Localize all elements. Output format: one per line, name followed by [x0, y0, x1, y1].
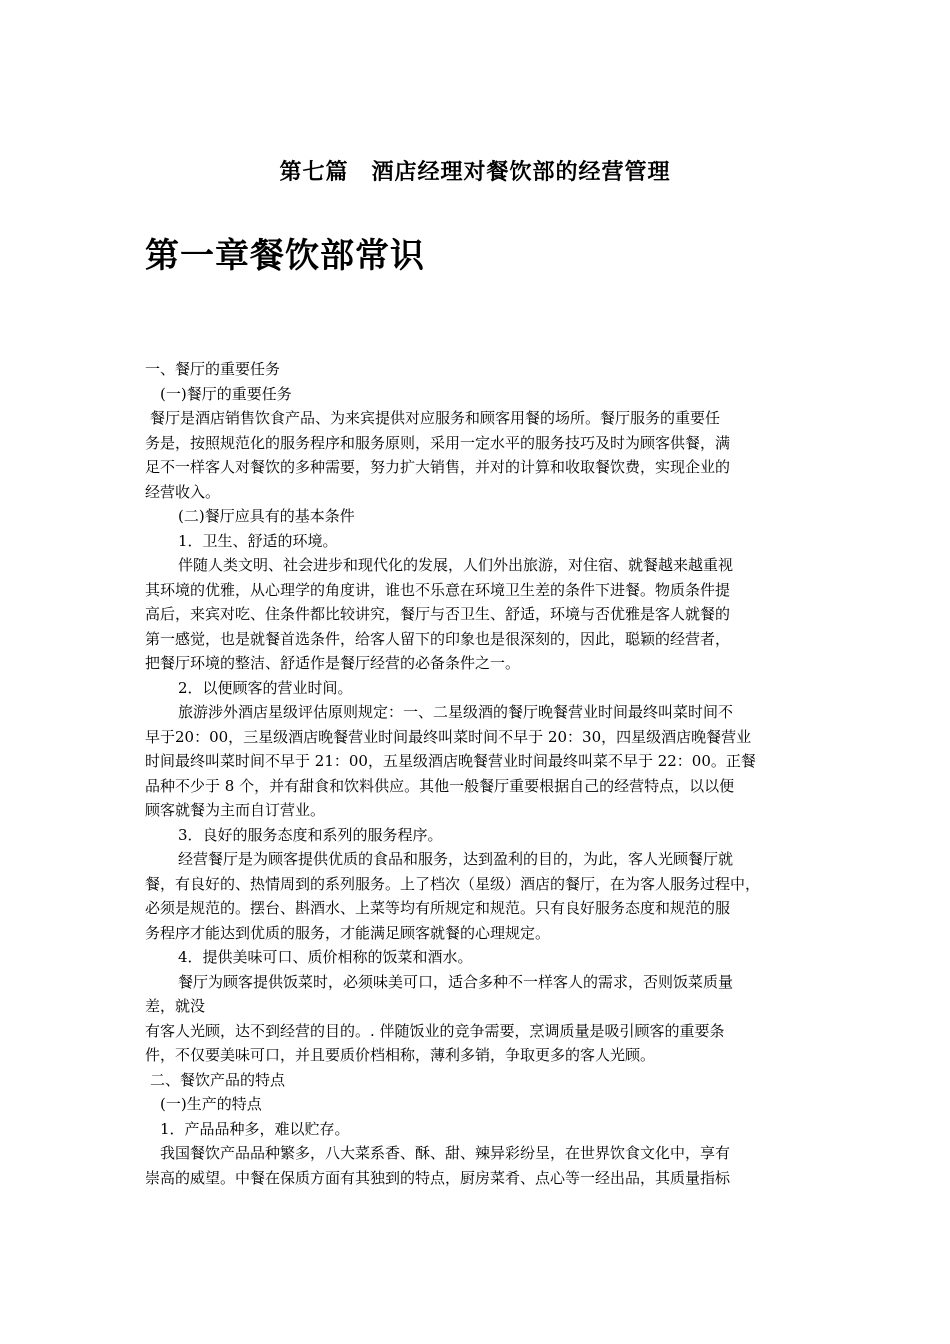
paragraph-line: 品种不少于 8 个，并有甜食和饮料供应。其他一般餐厅重要根据自己的经营特点，以以便 — [145, 776, 735, 795]
paragraph-line: 旅游涉外酒店星级评估原则规定：一、二星级酒的餐厅晚餐营业时间最终叫菜时间不 — [178, 703, 734, 721]
part-title: 第七篇 酒店经理对餐饮部的经营管理 — [279, 159, 671, 185]
section-heading: 一、餐厅的重要任务 — [145, 360, 281, 378]
paragraph-line: 伴随人类文明、社会进步和现代化的发展，人们外出旅游，对住宿、就餐越来越重视 — [178, 556, 734, 574]
paragraph-line: 餐厅为顾客提供饭菜时，必须味美可口，适合多种不一样客人的需求，否则饭菜质量 — [178, 972, 734, 991]
paragraph-line: 足不一样客人对餐饮的多种需要，努力扩大销售，并对的计算和收取餐饮费，实现企业的 — [145, 458, 731, 476]
paragraph-line: 件，不仅要美味可口，并且要质价档相称，薄利多销，争取更多的客人光顾。 — [145, 1046, 656, 1064]
paragraph-line: 经营餐厅是为顾客提供优质的食品和服务，达到盈利的目的，为此，客人光顾餐厅就 — [178, 850, 734, 868]
list-item-heading: 3．良好的服务态度和系列的服务程序。 — [178, 825, 443, 844]
paragraph-line: 顾客就餐为主而自订营业。 — [145, 801, 326, 819]
paragraph-line: 早于20：00，三星级酒店晚餐营业时间最终叫菜时间不早于 20：30，四星级酒店晚餐营业 — [145, 727, 752, 746]
paragraph-line: 差，就没 — [145, 997, 206, 1015]
paragraph-line: 把餐厅环境的整洁、舒适作是餐厅经营的必备条件之一。 — [145, 654, 521, 672]
subsection-heading: (一)餐厅的重要任务 — [160, 384, 292, 403]
chapter-title: 第一章餐饮部常识 — [145, 236, 425, 276]
paragraph-line: 崇高的威望。中餐在保质方面有其独到的特点，厨房菜肴、点心等一经出品，其质量指标 — [145, 1168, 731, 1187]
list-item-heading: 1．产品品种多，难以贮存。 — [160, 1119, 350, 1138]
section-heading: 二、餐饮产品的特点 — [150, 1070, 286, 1089]
paragraph-line: 必须是规范的。摆台、斟酒水、上菜等均有所规定和规范。只有良好服务态度和规范的服 — [145, 899, 731, 917]
paragraph-line: 我国餐饮产品品种繁多，八大菜系香、酥、甜、辣异彩纷呈，在世界饮食文化中，享有 — [160, 1144, 731, 1162]
paragraph-line: 务是，按照规范化的服务程序和服务原则，采用一定水平的服务技巧及时为顾客供餐，满 — [145, 433, 731, 452]
paragraph-line: 务程序才能达到优质的服务，才能满足顾客就餐的心理规定。 — [145, 923, 551, 942]
paragraph-line: 餐，有良好的、热情周到的系列服务。上了档次（星级）酒店的餐厅，在为客人服务过程中， — [145, 874, 761, 893]
paragraph-line: 经营收入。 — [145, 482, 221, 501]
paragraph-line: 有客人光顾，达不到经营的目的。. 伴随饭业的竞争需要，烹调质量是吸引顾客的重要条 — [145, 1021, 725, 1040]
list-item-heading: 2．以便顾客的营业时间。 — [178, 678, 353, 697]
paragraph-line: 时间最终叫菜时间不早于 21：00，五星级酒店晚餐营业时间最终叫菜不早于 22：00。正餐 — [145, 752, 756, 770]
document-body — [145, 357, 817, 1190]
subsection-heading: (一)生产的特点 — [160, 1095, 262, 1113]
subsection-heading: (二)餐厅应具有的基本条件 — [178, 507, 355, 525]
list-item-heading: 4．提供美味可口、质价相称的饭菜和酒水。 — [178, 948, 473, 966]
paragraph-line: 高后，来宾对吃、住条件都比较讲究，餐厅与否卫生、舒适，环境与否优雅是客人就餐的 — [145, 605, 731, 623]
paragraph-line: 第一感觉，也是就餐首选条件，给客人留下的印象也是很深刻的，因此，聪颖的经营者， — [145, 629, 731, 648]
list-item-heading: 1．卫生、舒适的环境。 — [178, 531, 338, 550]
paragraph-line: 餐厅是酒店销售饮食产品、为来宾提供对应服务和顾客用餐的场所。餐厅服务的重要任 — [150, 409, 721, 427]
paragraph-line: 其环境的优雅，从心理学的角度讲，谁也不乐意在环境卫生差的条件下进餐。物质条件提 — [145, 580, 731, 599]
